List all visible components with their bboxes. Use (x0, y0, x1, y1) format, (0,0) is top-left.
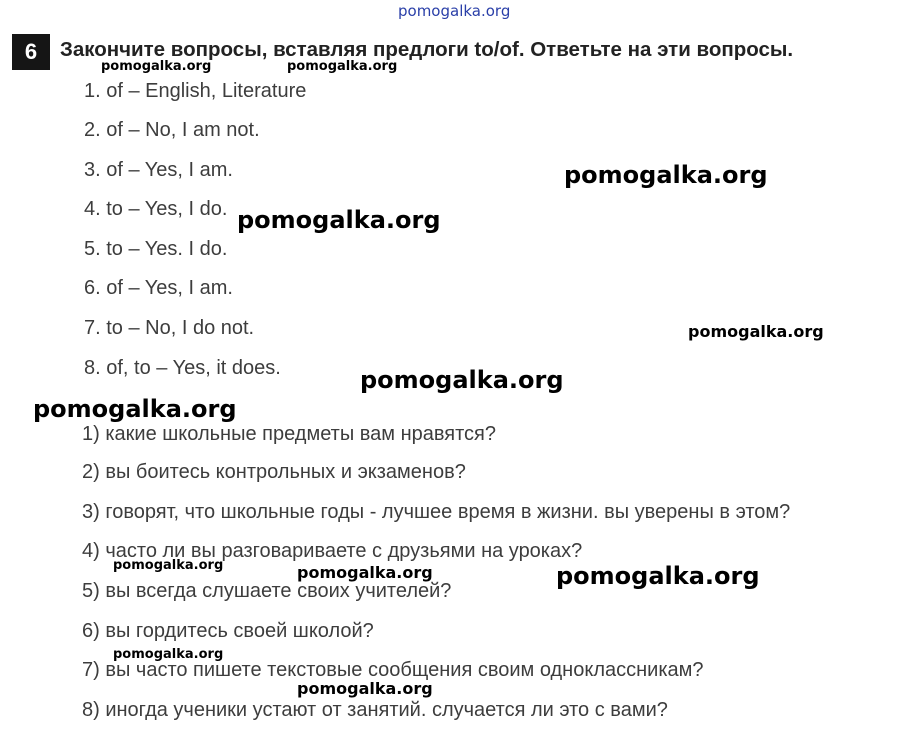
watermark: pomogalka.org (287, 59, 398, 74)
question-line: 2) вы боитесь контрольных и экзаменов? (82, 461, 466, 483)
watermark: pomogalka.org (360, 366, 564, 394)
question-line: 7) вы часто пишете текстовые сообщения своим одноклассникам? (82, 659, 704, 681)
question-line: 6) вы гордитесь своей школой? (82, 620, 374, 642)
question-line: 5) вы всегда слушаете своих учителей? (82, 580, 452, 602)
answer-line: 7. to – No, I do not. (84, 317, 255, 339)
task-title: Закончите вопросы, вставляя предлоги to/of. Ответьте на эти вопросы. (60, 38, 794, 61)
watermark: pomogalka.org (556, 562, 760, 590)
answer-line: 4. to – Yes, I do. (84, 198, 228, 220)
watermark: pomogalka.org (297, 563, 433, 582)
watermark: pomogalka.org (113, 647, 224, 662)
watermark: pomogalka.org (297, 679, 433, 698)
watermark: pomogalka.org (101, 59, 212, 74)
watermark: pomogalka.org (237, 206, 441, 234)
task-number-badge: 6 (12, 34, 50, 70)
question-line: 8) иногда ученики устают от занятий. случается ли это с вами? (82, 699, 668, 721)
watermark: pomogalka.org (113, 558, 224, 573)
answer-line: 8. of, to – Yes, it does. (84, 357, 281, 379)
question-line: 4) часто ли вы разговариваете с друзьями на уроках? (82, 540, 583, 562)
answer-line: 2. of – No, I am not. (84, 119, 260, 141)
watermark: pomogalka.org (33, 395, 237, 423)
watermark: pomogalka.org (564, 161, 768, 189)
answer-line: 3. of – Yes, I am. (84, 159, 233, 181)
answer-line: 5. to – Yes. I do. (84, 238, 228, 260)
answer-line: 1. of – English, Literature (84, 80, 307, 102)
question-line: 1) какие школьные предметы вам нравятся? (82, 423, 496, 445)
watermark: pomogalka.org (398, 2, 511, 20)
watermark: pomogalka.org (688, 322, 824, 341)
question-line: 3) говорят, что школьные годы - лучшее время в жизни. вы уверены в этом? (82, 501, 791, 523)
answer-line: 6. of – Yes, I am. (84, 277, 233, 299)
